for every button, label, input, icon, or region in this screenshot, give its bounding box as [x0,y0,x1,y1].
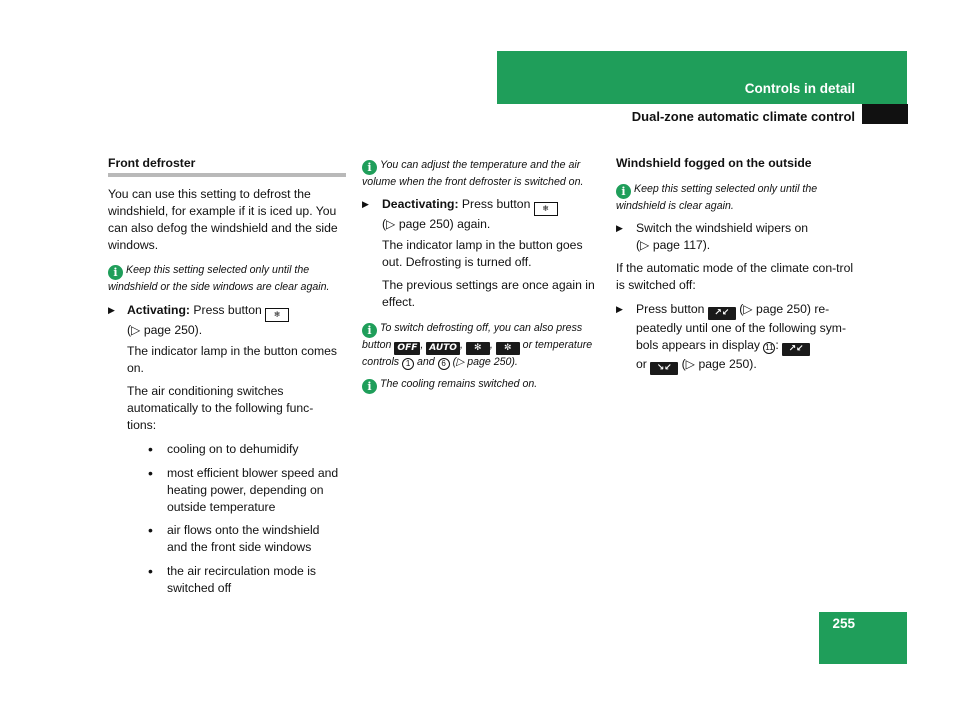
intro-paragraph: You can use this setting to defrost the windshield, for example if it is iced up. You can also defog the windshield and the side windows. [108,187,338,252]
info-note-adjust [362,158,602,191]
page-number: 255 [832,616,855,631]
info-icon: i [362,379,377,394]
info-text: The cooling remains switched on. [380,378,538,390]
deactivating-label: Deactivating: [382,197,459,211]
deactivating-text: Press button [461,197,531,211]
section-title: Dual-zone automatic climate control [631,109,855,124]
fan-high-icon: ✼ [496,342,520,355]
bullet-item: most efficient blower speed and heating power, depending on outside temperature [167,466,339,514]
info-text: Keep this setting selected only until the windshield is clear again. [616,183,818,212]
activating-label: Activating: [127,303,190,317]
defrost-max-icon: ❄ [534,202,558,216]
bullet-dot: • [148,465,153,481]
heading-rule [108,173,346,177]
wipers-text: Switch the windshield wipers on [636,221,809,235]
windshield-fogged-heading: Windshield fogged on the outside [616,156,812,170]
info-text: or temperature controls [362,339,593,368]
control-6-marker: 6 [438,358,450,370]
arrow-bullet-icon: ▶ [362,199,369,209]
display-11-marker: 11 [765,343,774,352]
lamp-out-text: The indicator lamp in the button goes out. Defrosting is turned off. [382,238,583,269]
info-icon: i [362,323,377,338]
deactivating-ref: (▷ page 250) again. [382,217,491,231]
wipers-step [636,220,856,254]
activating-ref: (▷ page 250). [127,323,203,337]
air-distribution-icon: ↗↙ [782,343,810,356]
switches-intro-text: The air conditioning switches automatically to the following func-tions: [127,384,314,432]
arrow-bullet-icon: ▶ [616,223,623,233]
lamp-on-text: The indicator lamp in the button comes on. [127,344,338,375]
press-ref: (▷ page 250). [681,357,757,371]
info-icon: i [108,265,123,280]
defrost-max-icon: ❄ [265,308,289,322]
press-text-2: (▷ page 250) re-peatedly until one of the following sym-bols appears in display [636,302,847,352]
deactivating-step [382,196,602,233]
air-distribution-icon: ↘↙ [650,362,678,375]
control-1-marker: 1 [402,358,414,370]
fan-low-icon: ✻ [466,342,490,355]
bullet-dot: • [148,441,153,457]
bullet-dot: • [148,563,153,579]
wipers-ref: (▷ page 117). [636,238,711,252]
arrow-bullet-icon: ▶ [108,305,115,315]
chapter-title: Controls in detail [744,81,855,96]
air-distribution-icon: ↗↙ [708,307,736,320]
press-text: Press button [636,302,705,316]
front-defroster-heading: Front defroster [108,156,196,170]
arrow-bullet-icon: ▶ [616,304,623,314]
off-button-key: OFF [394,342,420,355]
air-distribution-step: Press button ↗↙ (▷ page 250) re-peatedly until one of the following sym-bols appears in display 11 : ↗↙ or ↘↙ (▷ page 250). [636,302,847,373]
info-text: (▷ page 250). [452,356,518,368]
previous-settings-text: The previous settings are once again in effect. [382,278,595,309]
activating-step [127,302,352,339]
auto-button-key: AUTO [426,342,460,355]
info-text: You can adjust the temperature and the air volume when the front defroster is switched on. [362,159,584,188]
section-tab-marker [862,104,908,124]
info-icon: i [616,184,631,199]
info-note-switch-off: i To switch defrosting off, you can also press button OFF , AUTO , ✻ , ✼ or temperature controls 1 and 6 (▷ page 250). [362,322,593,368]
info-icon: i [362,160,377,175]
info-text: and [417,356,435,368]
info-note-keep-setting [108,263,348,296]
auto-off-text: If the automatic mode of the climate con-trol is switched off: [616,261,854,292]
info-note-cooling [362,377,602,394]
info-note-keep-setting-2 [616,182,851,215]
bullet-item: air flows onto the windshield and the front side windows [167,523,320,554]
bullet-dot: • [148,522,153,538]
activating-text: Press button [193,303,262,317]
bullet-item: cooling on to dehumidify [167,442,299,456]
bullet-item: the air recirculation mode is switched off [167,564,317,595]
info-text: To switch defrosting off, you can also press button [362,322,583,351]
or-text: or [636,357,647,371]
info-text: Keep this setting selected only until the windshield or the side windows are clear again. [108,264,330,293]
